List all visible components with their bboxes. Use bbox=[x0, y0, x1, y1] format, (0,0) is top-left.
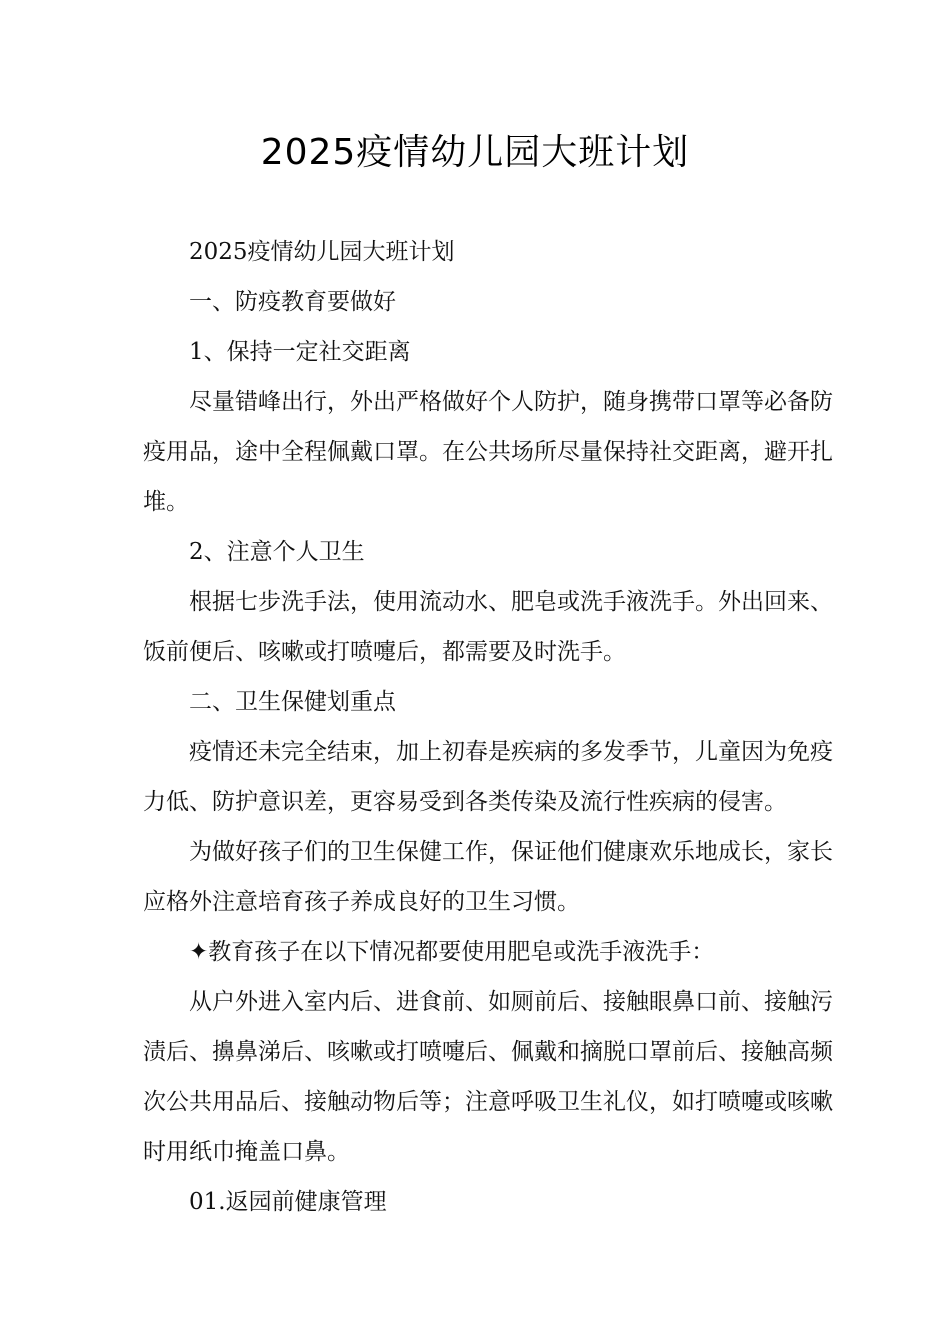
paragraph-subtitle: 2025疫情幼儿园大班计划 bbox=[189, 239, 455, 265]
heading-item-2: 2、注意个人卫生 bbox=[189, 539, 365, 565]
heading-section-2: 二、卫生保健划重点 bbox=[189, 689, 396, 715]
paragraph-wash-occasions-intro: ✦教育孩子在以下情况都要使用肥皂或洗手液洗手： bbox=[189, 939, 715, 965]
heading-health-management: 01.返园前健康管理 bbox=[189, 1189, 387, 1215]
heading-section-1: 一、防疫教育要做好 bbox=[189, 289, 396, 315]
heading-item-1: 1、保持一定社交距离 bbox=[189, 339, 411, 365]
document-title: 2025疫情幼儿园大班计划 bbox=[260, 132, 690, 173]
document-body bbox=[143, 227, 833, 1227]
paragraph-spring-disease: 疫情还未完全结束，加上初春是疾病的多发季节，儿童因为免疫力低、防护意识差，更容易受到各类传染及流行性疾病的侵害。 bbox=[143, 739, 833, 815]
paragraph-hygiene-habits: 为做好孩子们的卫生保健工作，保证他们健康欢乐地成长，家长应格外注意培育孩子养成良好的卫生习惯。 bbox=[143, 839, 833, 915]
paragraph-wash-occasions: 从户外进入室内后、进食前、如厕前后、接触眼鼻口前、接触污渍后、擤鼻涕后、咳嗽或打喷嚏后、佩戴和摘脱口罩前后、接触高频次公共用品后、接触动物后等；注意呼吸卫生礼仪，如打喷嚏或咳嗽时用纸巾掩盖口鼻。 bbox=[143, 989, 833, 1165]
paragraph-hand-washing: 根据七步洗手法，使用流动水、肥皂或洗手液洗手。外出回来、饭前便后、咳嗽或打喷嚏后，都需要及时洗手。 bbox=[143, 589, 833, 665]
paragraph-social-distance: 尽量错峰出行，外出严格做好个人防护，随身携带口罩等必备防疫用品，途中全程佩戴口罩。在公共场所尽量保持社交距离，避开扎堆。 bbox=[143, 389, 833, 515]
